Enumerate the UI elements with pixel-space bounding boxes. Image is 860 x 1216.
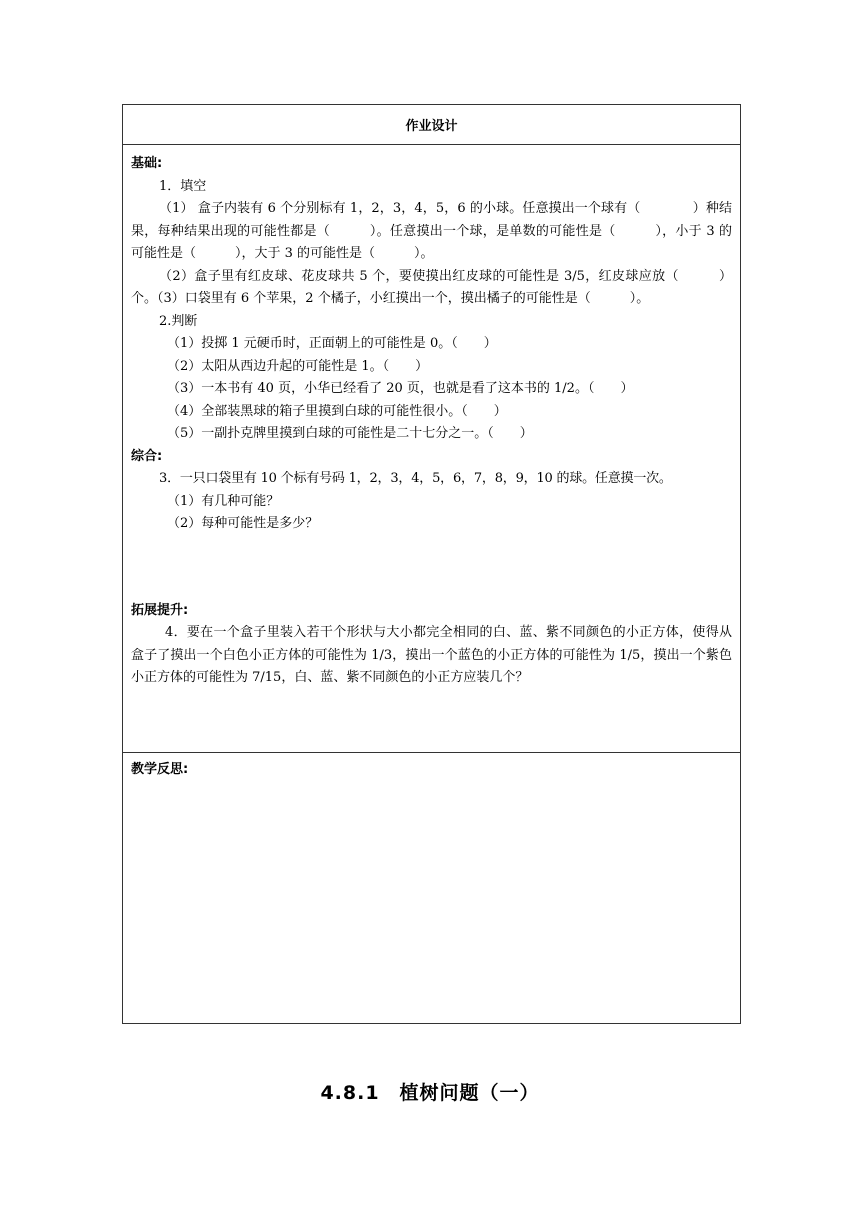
- comprehensive-question-3: 3．一只口袋里有 10 个标有号码 1，2，3，4，5，6，7，8，9，10 的球。任意摸一次。: [159, 471, 672, 486]
- extension-label: 拓展提升:: [131, 602, 189, 618]
- section-title: 4.8.1 植树问题（一）: [320, 1082, 540, 1104]
- judge-item-3: （3）一本书有 40 页，小华已经看了 20 页，也就是看了这本书的 1/2。（ ）: [167, 381, 634, 396]
- table-header-title: 作业设计: [405, 119, 458, 134]
- judge-item-5: （5）一副扑克牌里摸到白球的可能性是二十七分之一。（ ）: [167, 426, 533, 441]
- comprehensive-sub-2: （2）每种可能性是多少？: [167, 516, 319, 531]
- table-header: [123, 105, 740, 145]
- fill-blank-question-1: （1） 盒子内装有 6 个分别标有 1，2，3，4，5，6 的小球。任意摸出一个球有（ ）种结果，每种结果出现的可能性都是（ ）。任意摸出一个球，是单数的可能性是（ ），小于 3 的可能性是（ ），大于 3 的可能性是（ ）。: [131, 201, 732, 261]
- fill-blank-heading: 1．填空: [159, 178, 207, 194]
- answer-space: [131, 536, 732, 600]
- judge-item-4: （4）全部装黑球的箱子里摸到白球的可能性很小。（ ）: [167, 403, 507, 419]
- judge-heading: 2.判断: [159, 313, 198, 329]
- extension-question-4: 4．要在一个盒子里装入若干个形状与大小都完全相同的白、蓝、紫不同颜色的小正方体，使得从盒子了摸出一个白色小正方体的可能性为 1/3，摸出一个蓝色的小正方体的可能性为 1/5，摸出一个紫色小正方体的可能性为 7/15，白、蓝、紫不同颜色的小正方应装几个？: [131, 625, 732, 685]
- homework-design-table: [122, 104, 741, 1024]
- basics-label: 基础:: [131, 156, 163, 171]
- homework-content-cell: [123, 145, 740, 753]
- comprehensive-sub-1: （1）有几种可能？: [167, 493, 280, 509]
- reflection-label: 教学反思:: [131, 762, 189, 777]
- comprehensive-label: 综合:: [131, 448, 163, 464]
- judge-item-1: （1）投掷 1 元硬币时，正面朝上的可能性是 0。（ ）: [167, 336, 497, 351]
- fill-blank-question-2: （2）盒子里有红皮球、花皮球共 5 个，要使摸出红皮球的可能性是 3/5，红皮球应放（ ）个。（3）口袋里有 6 个苹果，2 个橘子，小红摸出一个，摸出橘子的可能性是（ ）。: [131, 268, 732, 306]
- judge-item-2: （2）太阳从西边升起的可能性是 1。（ ）: [167, 358, 429, 374]
- teaching-reflection-cell: [123, 753, 740, 781]
